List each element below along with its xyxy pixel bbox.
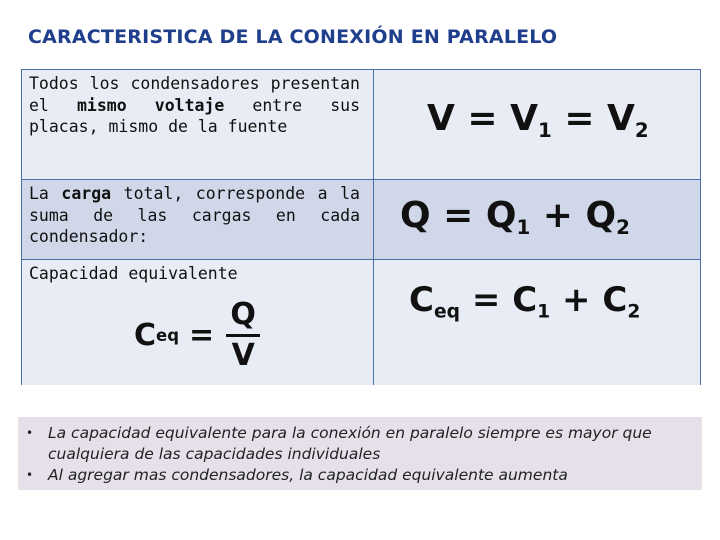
table-row-charge [22,180,700,260]
emphasis-text: carga [61,184,112,203]
list-item: • La capacidad equivalente para la conexión en paralelo siempre es mayor que cualquiera de las capacidades individuales [26,424,652,463]
characteristics-table [21,69,701,385]
charge-formula: $Q = Q_1 + Q_2$ [400,195,630,239]
fraction: $\frac{Q}{V}$ [226,298,260,373]
capacitance-label: Capacidad equivalente [29,264,238,283]
page-title: CARACTERISTICA DE LA CONEXIÓN EN PARALELO [28,26,558,48]
description-cell [22,70,374,179]
description-cell [22,180,374,259]
bullet-icon: • [26,468,34,482]
capacitance-ratio-formula: C eq = $\frac{Q}{V}$ [134,298,260,373]
notes-box [18,417,702,490]
bullet-icon: • [26,426,34,440]
table-row-voltage [22,70,700,180]
charge-description: La carga total, corresponde a la suma de las cargas en cada condensador: [29,184,360,246]
emphasis-text: mismo voltaje [76,95,225,115]
voltage-formula: $V = V_1 = V_2$ [427,98,649,142]
description-cell [22,260,374,385]
capacitance-sum-formula: $C_{eq} = C_1 + C_2$ [409,280,641,323]
list-item: • Al agregar mas condensadores, la capacidad equivalente aumenta [26,466,568,484]
voltage-description: Todos los condensadores presentan el mismo voltaje entre sus placas, mismo de la fuente [29,74,361,136]
table-row-capacitance [22,260,700,385]
